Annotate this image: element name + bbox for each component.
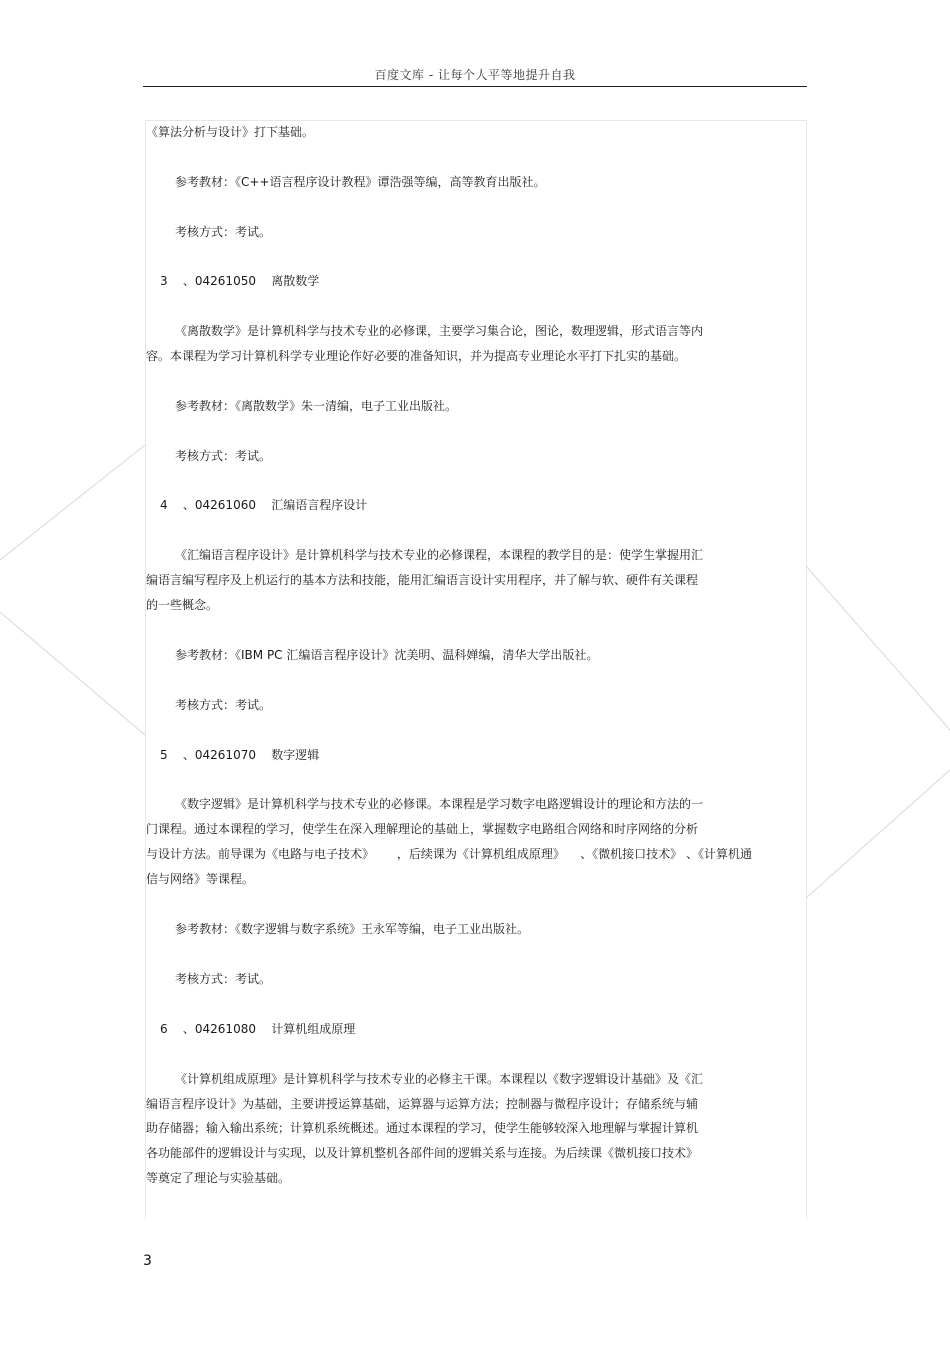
text-line: 等奠定了理论与实验基础。: [146, 1171, 291, 1185]
text-line: 编语言程序设计》为基础，主要讲授运算基础，运算器与运算方法；控制器与微程序设计；存储系统与辅: [146, 1097, 699, 1111]
page-header: 百度文库 - 让每个人平等地提升自我: [374, 68, 576, 82]
text-line: 助存储器；输入输出系统；计算机系统概述。通过本课程的学习，使学生能够较深入地理解与掌握计算机: [146, 1121, 699, 1135]
text-line: 参考教材：《IBM PC 汇编语言程序设计》沈美明、温科婵编，清华大学出版社。: [175, 648, 599, 662]
course-heading: 5 、04261070 数字逻辑: [160, 748, 320, 762]
course-heading: 6 、04261080 计算机组成原理: [160, 1022, 356, 1036]
course-heading: 4 、04261060 汇编语言程序设计: [160, 498, 368, 512]
text-line: 考核方式：考试。: [175, 449, 272, 463]
header-divider: [143, 86, 807, 87]
text-line: 《算法分析与设计》打下基础。: [146, 125, 315, 139]
text-line: 参考教材：《离散数学》朱一清编，电子工业出版社。: [175, 399, 458, 413]
text-line: 参考教材：《C++语言程序设计教程》谭浩强等编，高等教育出版社。: [175, 175, 546, 189]
text-line: 各功能部件的逻辑设计与实现，以及计算机整机各部件间的逻辑关系与连接。为后续课《微机接口技术》: [146, 1146, 699, 1160]
text-line: 《计算机组成原理》是计算机科学与技术专业的必修主干课。本课程以《数字逻辑设计基础》及《汇: [175, 1072, 704, 1086]
text-line: 考核方式：考试。: [175, 972, 272, 986]
text-line: 与设计方法。前导课为《电路与电子技术》 ，后续课为《计算机组成原理》 、《微机接口技术》 、《计算机通: [146, 847, 752, 861]
text-line: 容。本课程为学习计算机科学专业理论作好必要的准备知识，并为提高专业理论水平打下扎实的基础。: [146, 349, 687, 363]
course-heading: 3 、04261050 离散数学: [160, 274, 320, 288]
text-line: 信与网络》等课程。: [146, 872, 255, 886]
text-line: 参考教材：《数字逻辑与数字系统》王永军等编，电子工业出版社。: [175, 922, 530, 936]
text-line: 编语言编写程序及上机运行的基本方法和技能，能用汇编语言设计实用程序，并了解与软、硬件有关课程: [146, 573, 699, 587]
text-line: 的一些概念。: [146, 598, 219, 612]
text-line: 《汇编语言程序设计》是计算机科学与技术专业的必修课程，本课程的教学目的是：使学生掌握用汇: [175, 548, 704, 562]
text-line: 《数字逻辑》是计算机科学与技术专业的必修课。本课程是学习数字电路逻辑设计的理论和方法的一: [175, 797, 704, 811]
text-line: 门课程。通过本课程的学习，使学生在深入理解理论的基础上，掌握数字电路组合网络和时序网络的分析: [146, 822, 699, 836]
text-line: 《离散数学》是计算机科学与技术专业的必修课，主要学习集合论，图论，数理逻辑，形式语言等内: [175, 324, 704, 338]
text-line: 考核方式：考试。: [175, 225, 272, 239]
text-line: 考核方式：考试。: [175, 698, 272, 712]
page-number: 3: [143, 1253, 152, 1269]
